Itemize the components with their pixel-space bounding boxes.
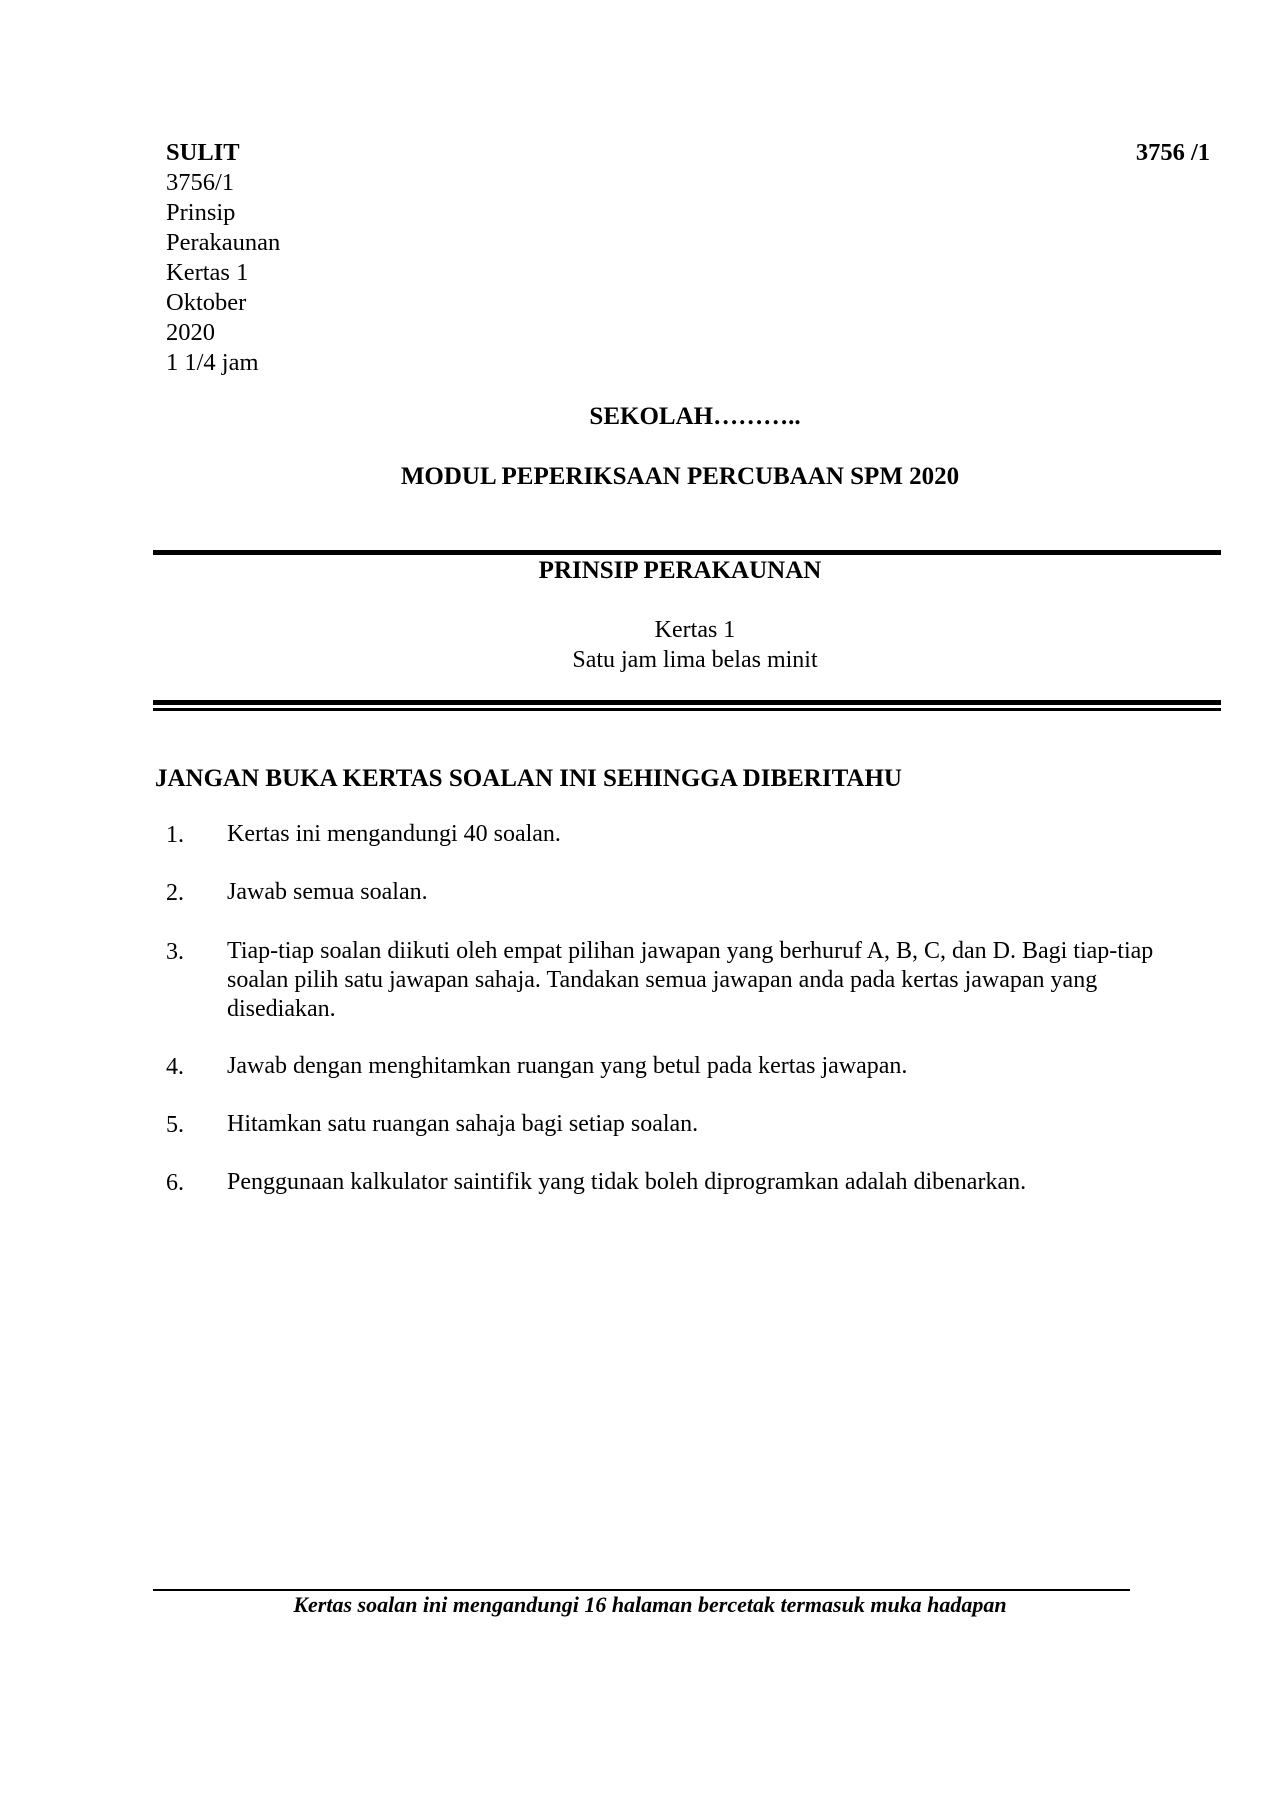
subject-line-2: Perakaunan bbox=[166, 229, 281, 256]
instruction-item bbox=[0, 937, 1273, 1022]
instruction-item bbox=[0, 1110, 1273, 1138]
header-right-code: 3756 /1 bbox=[1135, 139, 1210, 166]
paper-number: Kertas 1 bbox=[166, 259, 249, 286]
instruction-item bbox=[0, 878, 1273, 906]
instruction-text: Jawab dengan menghitamkan ruangan yang betul pada kertas jawapan. bbox=[227, 1053, 908, 1079]
paper-code: 3756/1 bbox=[166, 169, 235, 196]
instruction-number: 2. bbox=[166, 880, 184, 906]
exam-month: Oktober bbox=[166, 289, 247, 316]
warning-heading: JANGAN BUKA KERTAS SOALAN INI SEHINGGA DIBERITAHU bbox=[155, 765, 902, 792]
instruction-number: 3. bbox=[166, 939, 184, 965]
instruction-text: Kertas ini mengandungi 40 soalan. bbox=[227, 821, 561, 847]
instruction-item bbox=[0, 1168, 1273, 1196]
instruction-text: Tiap-tiap soalan diikuti oleh empat pilihan jawapan yang berhuruf A, B, C, dan D. Bagi tiap-tiap soalan pilih satu jawapan sahaja. Tandakan semua jawapan anda pada kertas jawapan yang disediakan. bbox=[227, 938, 1154, 1022]
classification-label: SULIT bbox=[166, 139, 240, 166]
subject-line-1: Prinsip bbox=[166, 199, 236, 226]
divider-bottom-thin bbox=[153, 708, 1221, 711]
module-title: MODUL PEPERIKSAAN PERCUBAAN SPM 2020 bbox=[400, 463, 960, 490]
school-name: SEKOLAH……….. bbox=[589, 403, 801, 430]
instruction-text: Penggunaan kalkulator saintifik yang tidak boleh diprogramkan adalah dibenarkan. bbox=[227, 1169, 1027, 1195]
exam-year: 2020 bbox=[166, 319, 215, 346]
instruction-text: Hitamkan satu ruangan sahaja bagi setiap soalan. bbox=[227, 1111, 699, 1137]
subject-title: PRINSIP PERAKAUNAN bbox=[538, 557, 822, 584]
instruction-item bbox=[0, 1052, 1273, 1080]
instruction-number: 6. bbox=[166, 1170, 184, 1196]
divider-top bbox=[153, 550, 1221, 555]
instruction-text: Jawab semua soalan. bbox=[227, 879, 428, 905]
instruction-number: 4. bbox=[166, 1054, 184, 1080]
instruction-item bbox=[0, 820, 1273, 848]
duration-label: Satu jam lima belas minit bbox=[572, 647, 818, 673]
instruction-number: 1. bbox=[166, 822, 184, 848]
paper-label: Kertas 1 bbox=[654, 617, 736, 643]
header-left-block bbox=[166, 138, 466, 378]
exam-time: 1 1/4 jam bbox=[166, 349, 259, 376]
footer-note: Kertas soalan ini mengandungi 16 halaman bercetak termasuk muka hadapan bbox=[293, 1592, 1007, 1617]
divider-bottom-thick bbox=[153, 700, 1221, 705]
instruction-number: 5. bbox=[166, 1112, 184, 1138]
